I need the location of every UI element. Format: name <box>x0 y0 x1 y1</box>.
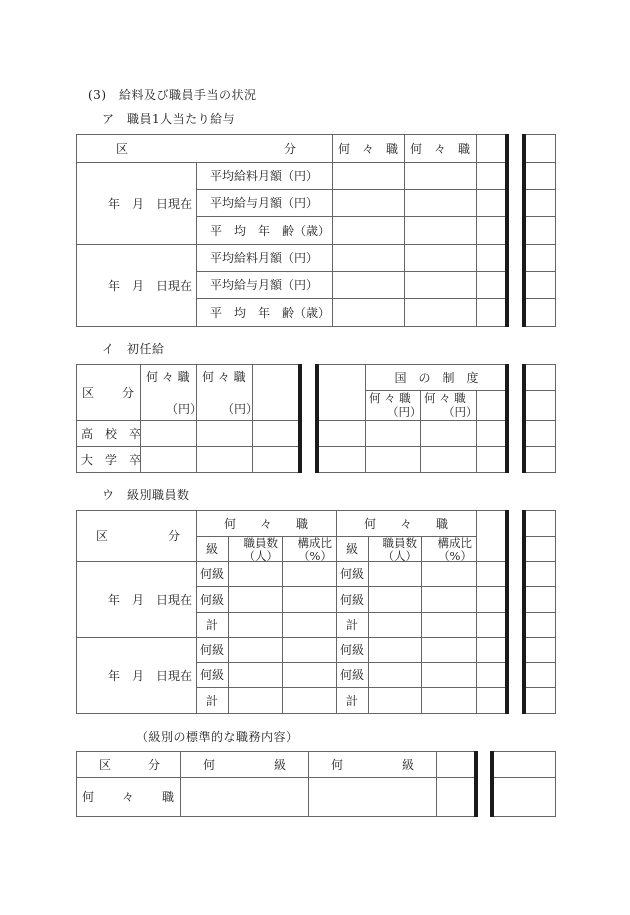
header-ratio-bottom: （%） <box>298 549 332 563</box>
header-ratio <box>421 537 476 561</box>
header-kubun-left: 区 <box>96 529 109 543</box>
header-col-2-left: 何 <box>331 757 344 772</box>
row-label-university: 大 学 卒 <box>81 452 142 467</box>
header-staff-count <box>228 537 282 561</box>
break-marker <box>298 364 302 473</box>
row-label: 平 均 年 齢（歳） <box>210 305 331 320</box>
row-label: 平 均 年 齢（歳） <box>210 223 331 238</box>
row-label: 平均給与月額（円） <box>210 196 319 210</box>
header-group-2: 何 々 職 <box>363 516 448 531</box>
header-staff-count-top: 職員数 <box>382 536 417 550</box>
header-staff-count-bottom: （人） <box>243 549 278 563</box>
grade-label: 何級 <box>339 668 364 682</box>
date-label: 年 月 日現在 <box>108 278 193 293</box>
header-staff-count-bottom: （人） <box>382 549 417 563</box>
break-marker <box>505 510 509 714</box>
table-a-title: ア 職員1人当たり給与 <box>102 112 236 126</box>
header-col-2-bottom: （円） <box>222 401 259 416</box>
break-marker <box>522 134 526 327</box>
date-label: 年 月 日現在 <box>108 592 193 607</box>
row-label-part: 何 <box>82 790 95 804</box>
total-label: 計 <box>205 618 218 632</box>
grade-label: 何級 <box>199 668 224 682</box>
header-kubun-right: 分 <box>121 385 134 400</box>
date-label: 年 月 日現在 <box>108 196 193 211</box>
break-marker <box>474 751 478 817</box>
header-col-2-top: 何 々 職 <box>202 369 246 384</box>
header-ratio <box>282 537 336 561</box>
header-col-1-right: 級 <box>274 757 287 772</box>
header-kubun-right: 分 <box>168 529 181 543</box>
grade-label: 何級 <box>339 567 364 581</box>
row-label-part: 職 <box>161 790 174 804</box>
header-kubun <box>82 364 134 420</box>
header-staff-count-top: 職員数 <box>243 536 278 550</box>
header-nat-col-1-bottom: （円） <box>387 405 422 419</box>
total-label: 計 <box>345 618 358 632</box>
header-ratio-top: 構成比 <box>297 536 332 550</box>
header-kubun-right: 分 <box>284 141 297 156</box>
header-kubun-left: 区 <box>82 385 95 400</box>
total-label: 計 <box>205 693 218 708</box>
row-label-part: 々 <box>121 790 134 804</box>
header-kubun-right: 分 <box>148 757 161 772</box>
header-staff-count <box>368 537 421 561</box>
header-ratio-bottom: （%） <box>438 549 472 563</box>
header-grade: 級 <box>345 542 358 556</box>
header-nat-col-2-bottom: （円） <box>443 405 478 419</box>
break-marker <box>522 510 526 714</box>
grade-label: 何級 <box>199 643 224 657</box>
header-kubun-left: 区 <box>99 757 112 772</box>
header-nat-col-2-top: 何 々 職 <box>424 391 466 405</box>
break-marker <box>522 364 526 473</box>
header-col-1-bottom: （円） <box>166 401 203 416</box>
header-col-1: 何 々 職 <box>338 141 399 156</box>
header-national-system: 国 の 制 度 <box>394 370 479 385</box>
grade-label: 何級 <box>339 592 364 607</box>
total-label: 計 <box>345 693 358 708</box>
break-marker <box>505 134 509 327</box>
row-label: 平均給料月額（円） <box>210 251 319 265</box>
row-label-high-school: 高 校 卒 <box>81 426 142 441</box>
break-marker <box>490 751 494 817</box>
grade-label: 何級 <box>339 643 364 657</box>
table-i-title: イ 初任給 <box>102 342 165 356</box>
grade-label: 何級 <box>199 592 224 607</box>
header-group-1: 何 々 職 <box>223 516 308 531</box>
header-nat-col-1-top: 何 々 職 <box>369 391 411 405</box>
row-label: 平均給与月額（円） <box>210 278 319 292</box>
grade-label: 何級 <box>199 567 224 581</box>
header-grade: 級 <box>205 542 218 556</box>
header-col-1-left: 何 <box>203 757 216 772</box>
table-duties-title: （級別の標準的な職務内容） <box>136 730 299 744</box>
table-u-title: ウ 級別職員数 <box>102 488 190 502</box>
row-label-job <box>82 777 174 816</box>
row-label: 平均給料月額（円） <box>210 169 319 183</box>
header-kubun-left: 区 <box>116 141 129 156</box>
header-ratio-top: 構成比 <box>437 536 472 550</box>
header-col-2-right: 級 <box>402 757 415 772</box>
header-col-2: 何 々 職 <box>410 141 471 156</box>
date-label: 年 月 日現在 <box>108 668 193 683</box>
header-col-1-top: 何 々 職 <box>146 369 190 384</box>
break-marker <box>315 364 319 473</box>
section-title: (3) 給料及び職員手当の状況 <box>88 88 257 102</box>
